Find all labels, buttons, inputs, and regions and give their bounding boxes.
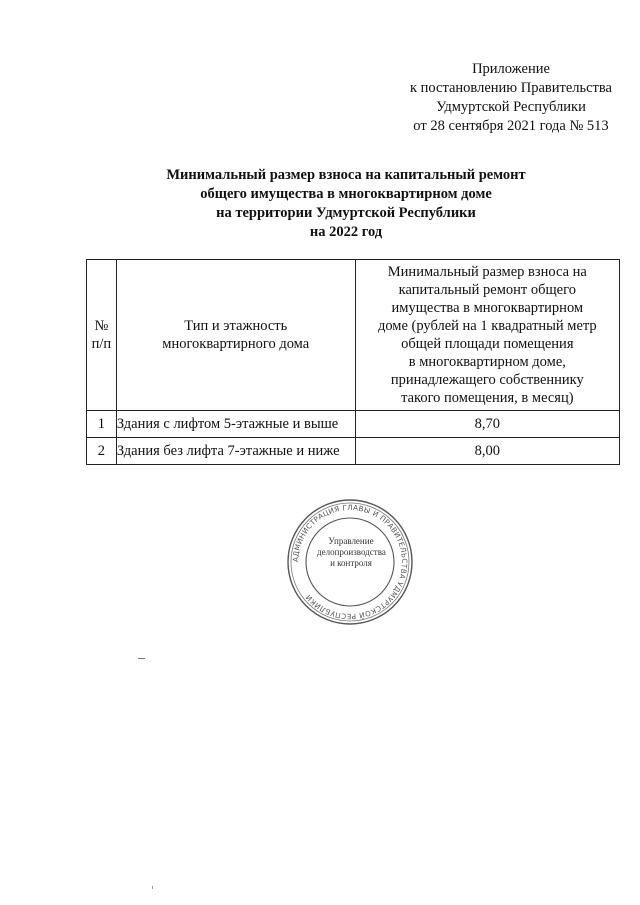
- official-stamp: [285, 497, 415, 627]
- stamp-center-text: Управление делопроизводства и контроля: [317, 536, 386, 568]
- stamp-ring-text: АДМИНИСТРАЦИЯ ГЛАВЫ И ПРАВИТЕЛЬСТВА УДМУРТСКОЙ РЕСПУБЛИКИ: [290, 502, 410, 622]
- row-building-type: Здания без лифта 7-этажные и ниже: [116, 438, 355, 465]
- title-line: на территории Удмуртской Республики: [216, 205, 476, 221]
- row-rate-value: 8,70: [355, 411, 619, 438]
- document-title: [86, 166, 606, 242]
- appendix-line: к постановлению Правительства: [410, 80, 612, 96]
- rates-table: [86, 259, 620, 465]
- table-header-row: [87, 260, 620, 411]
- scan-speck: [138, 658, 145, 659]
- row-building-type: Здания с лифтом 5-этажные и выше: [116, 411, 355, 438]
- appendix-line: от 28 сентября 2021 года № 513: [413, 118, 609, 134]
- row-number: 1: [87, 411, 117, 438]
- row-rate-value: 8,00: [355, 438, 619, 465]
- appendix-line: Приложение: [472, 61, 550, 77]
- header-number: № п/п: [87, 260, 117, 411]
- table-row: [87, 438, 620, 465]
- title-line: на 2022 год: [309, 224, 383, 240]
- appendix-line: Удмуртской Республики: [436, 99, 586, 115]
- header-building-type: Тип и этажность многоквартирного дома: [116, 260, 355, 411]
- row-number: 2: [87, 438, 117, 465]
- title-line: Минимальный размер взноса на капитальный ремонт: [166, 167, 526, 183]
- appendix-block: [410, 60, 612, 136]
- table-row: [87, 411, 620, 438]
- header-min-contribution: Минимальный размер взноса на капитальный ремонт общего имущества в многоквартирном доме (рублей на 1 квадратный метр общей площади помещения в многоквартирном доме, принадлежащего собственнику такого помещения, в месяц): [355, 260, 619, 411]
- title-line: общего имущества в многоквартирном доме: [200, 186, 492, 202]
- scan-speck: [152, 886, 153, 889]
